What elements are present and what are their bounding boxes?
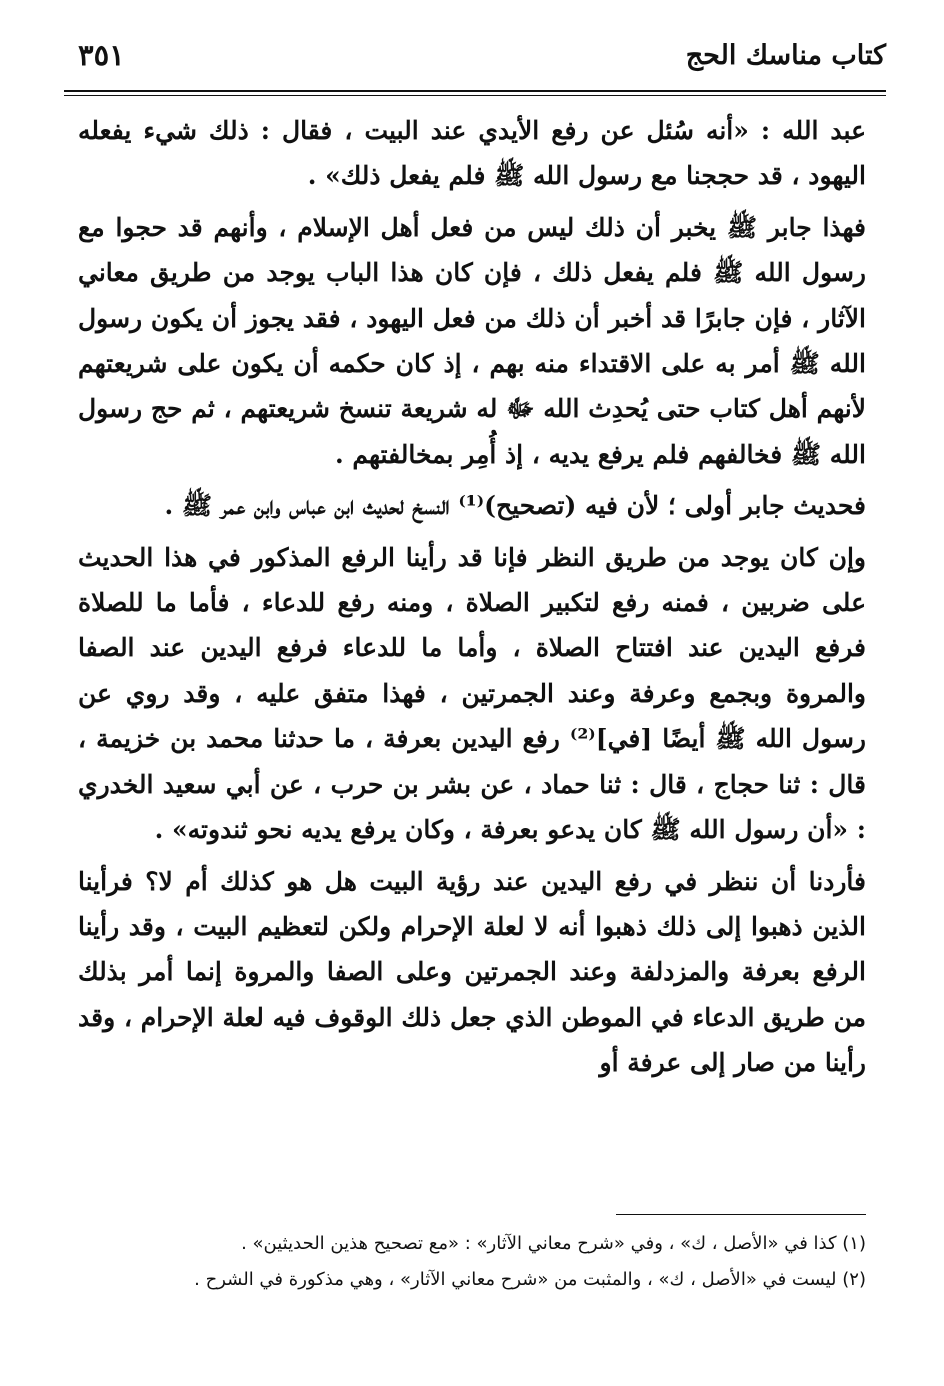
paragraph: فحديث جابر أولى ؛ لأن فيه (تصحيح)⁽¹⁾ النسخ لحديث ابن عباس وابن عمر ﷺ . xyxy=(164,491,866,521)
paragraph: فهذا جابر ﷺ يخبر أن ذلك ليس من فعل أهل الإسلام ، وأنهم قد حجوا مع رسول الله ﷺ فلم يفعل ذلك ، فإن كان هذا الباب يوجد من طريق معاني الآثار ، فإن جابرًا قد أخبر أن ذلك من فعل اليهود ، فقد يجوز أن يكون رسول الله ﷺ أمر به على الاقتداء منه بهم ، إذ كان حكمه أن يكون على شريعتهم لأنهم أهل كتاب حتى يُحدِث الله ﷻ له شريعة تنسخ شريعتهم ، ثم حج رسول الله ﷺ فخالفهم فلم يرفع يديه ، إذ أُمِر بمخالفتهم . xyxy=(78,212,866,469)
paragraph: عبد الله : «أنه سُئل عن رفع الأيدي عند البيت ، فقال : ذلك شيء يفعله اليهود ، قد حججنا مع رسول الله ﷺ فلم يفعل ذلك» . xyxy=(78,116,866,191)
footnote: (١) كذا في «الأصل ، ك» ، وفي «شرح معاني الآثار» : «مع تصحيح هذين الحديثين» . xyxy=(241,1233,866,1254)
page-header xyxy=(64,32,886,88)
header-rule xyxy=(64,90,886,92)
paragraph: فأردنا أن ننظر في رفع اليدين عند رؤية البيت هل هو كذلك أم لا؟ فرأينا الذين ذهبوا إلى ذلك ذهبوا أنه لا لعلة الإحرام ولكن لتعظيم البيت ، وقد رأينا الرفع بعرفة والمزدلفة وعند الجمرتين وعلى الصفا والمروة إنما أمر بذلك من طريق الدعاء في الموطن الذي جعل ذلك الوقوف فيه لعلة الإحرام ، وقد رأينا من صار إلى عرفة أو xyxy=(78,866,866,1078)
page-number: ٣٥١ xyxy=(78,38,125,72)
footnotes xyxy=(78,1226,866,1298)
paragraph: وإن كان يوجد من طريق النظر فإنا قد رأينا الرفع المذكور في هذا الحديث على ضربين ، فمنه رفع لتكبير الصلاة ، ومنه رفع للدعاء ، فأما ما للصلاة فرفع اليدين عند افتتاح الصلاة ، وأما ما للدعاء فرفع اليدين عند الصفا والمروة وبجمع وعرفة وعند الجمرتين ، فهذا متفق عليه ، وقد روي عن رسول الله ﷺ أيضًا [في]⁽²⁾ رفع اليدين بعرفة ، ما حدثنا محمد بن خزيمة ، قال : ثنا حجاج ، قال : ثنا حماد ، عن بشر بن حرب ، عن أبي سعيد الخدري : «أن رسول الله ﷺ كان يدعو بعرفة ، وكان يرفع يديه نحو ثندوته» . xyxy=(78,542,867,845)
main-text xyxy=(78,108,866,1092)
running-title: كتاب مناسك الحج xyxy=(685,40,886,71)
header-rule-thin xyxy=(64,95,886,96)
footnote: (٢) ليست في «الأصل ، ك» ، والمثبت من «شرح معاني الآثار» ، وهي مذكورة في الشرح . xyxy=(194,1269,866,1290)
footnote-separator xyxy=(616,1214,866,1215)
